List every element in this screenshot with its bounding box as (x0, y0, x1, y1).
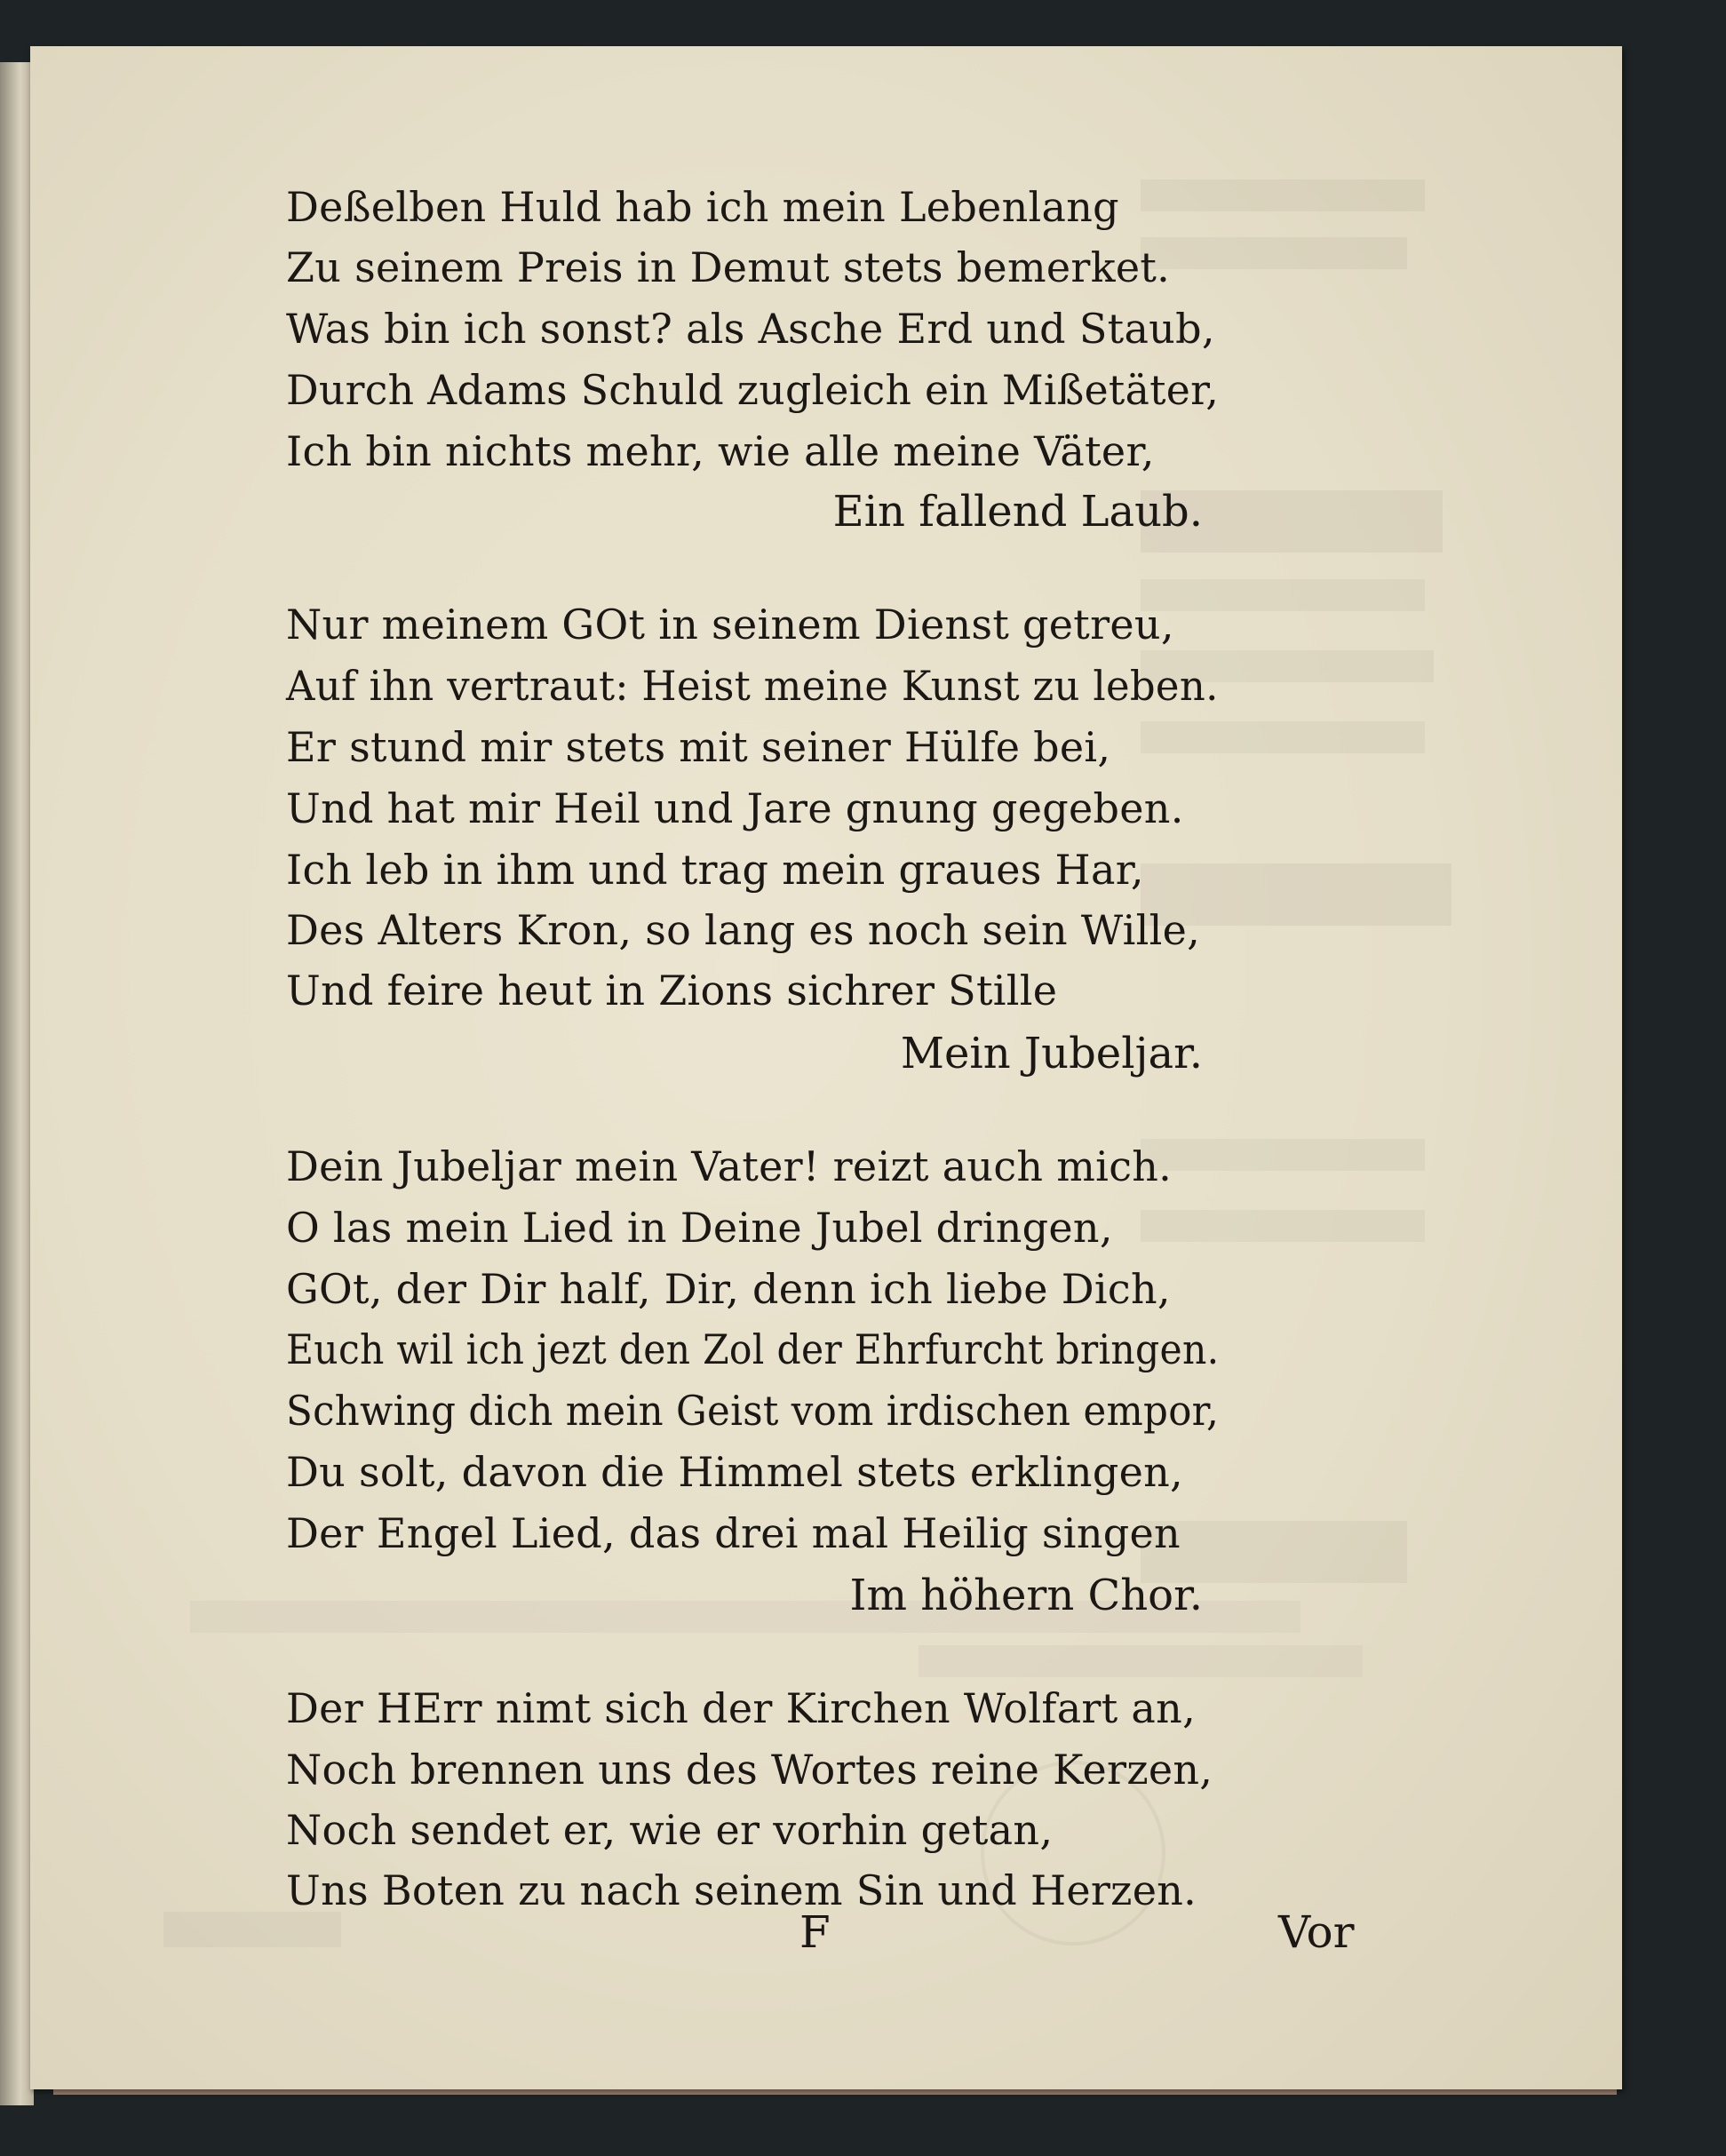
verse-line: Euch wil ich jezt den Zol der Ehrfurcht bringen. (286, 1325, 1220, 1373)
poem-text (30, 46, 1622, 2089)
stanza-refrain: Ein fallend Laub. (832, 487, 1203, 537)
verse-line: Ich leb in ihm und trag mein graues Har, (286, 846, 1144, 894)
verse-line: Der Engel Lied, das drei mal Heilig singen (286, 1509, 1181, 1557)
verse-line: Noch brennen uns des Wortes reine Kerzen, (286, 1746, 1213, 1794)
stanza-refrain: Im höhern Chor. (849, 1571, 1203, 1620)
verse-line: Durch Adams Schuld zugleich ein Mißetäter, (286, 366, 1220, 414)
stanza-refrain: Mein Jubeljar. (900, 1029, 1203, 1078)
verse-line: Ich bin nichts mehr, wie alle meine Väter, (286, 427, 1155, 475)
catchword: Vor (1278, 1906, 1355, 1958)
verse-line: Deßelben Huld hab ich mein Lebenlang (286, 183, 1119, 231)
verse-line: Und feire heut in Zions sichrer Stille (286, 967, 1058, 1014)
verse-line: Noch sendet er, wie er vorhin getan, (286, 1806, 1054, 1854)
book-page (30, 46, 1622, 2089)
verse-line: Er stund mir stets mit seiner Hülfe bei, (286, 723, 1111, 771)
verse-line: Schwing dich mein Geist vom irdischen empor, (286, 1387, 1220, 1435)
verse-line: Dein Jubeljar mein Vater! reizt auch mich. (286, 1142, 1173, 1190)
verse-line: O las mein Lied in Deine Jubel dringen, (286, 1204, 1113, 1252)
verse-line: Auf ihn vertraut: Heist meine Kunst zu leben. (286, 662, 1219, 710)
verse-line: Du solt, davon die Himmel stets erklingen, (286, 1448, 1183, 1496)
signature-mark: F (799, 1906, 831, 1958)
verse-line: Uns Boten zu nach seinem Sin und Herzen. (286, 1866, 1197, 1914)
verse-line: Der HErr nimt sich der Kirchen Wolfart an, (286, 1684, 1196, 1732)
verse-line: Was bin ich sonst? als Asche Erd und Staub, (286, 305, 1215, 353)
verse-line: Des Alters Kron, so lang es noch sein Wille, (286, 906, 1201, 954)
previous-page-edge (0, 62, 34, 2105)
verse-line: GOt, der Dir half, Dir, denn ich liebe Dich, (286, 1265, 1171, 1313)
verse-line: Zu seinem Preis in Demut stets bemerket. (286, 243, 1171, 291)
verse-line: Nur meinem GOt in seinem Dienst getreu, (286, 601, 1174, 648)
verse-line: Und hat mir Heil und Jare gnung gegeben. (286, 784, 1184, 832)
